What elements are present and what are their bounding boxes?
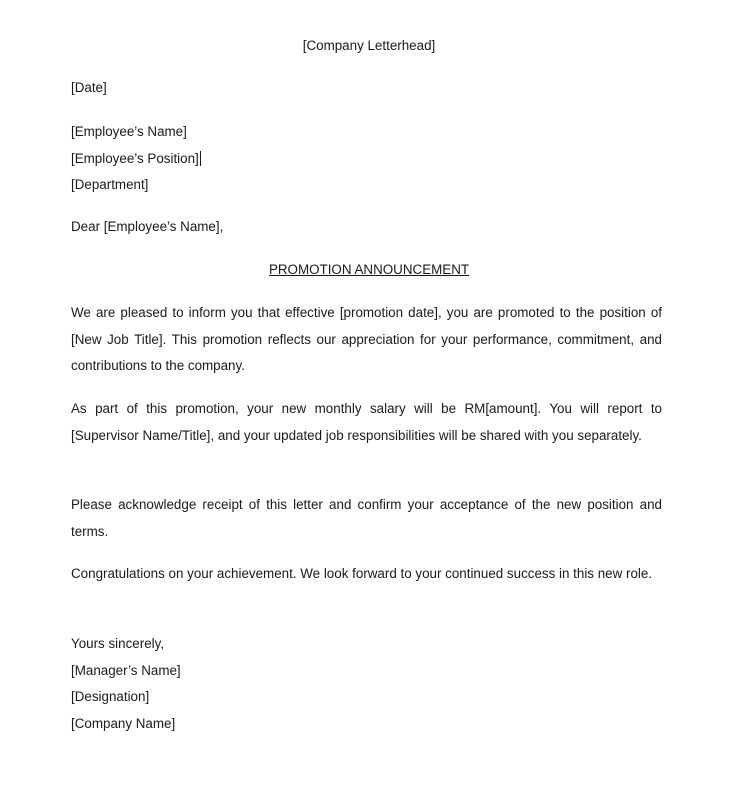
closing-block bbox=[71, 631, 662, 737]
date-line bbox=[71, 75, 662, 102]
paragraph-3: Please acknowledge receipt of this letter and confirm your acceptance of the new position and terms. bbox=[71, 497, 662, 539]
recipient-position: [Employee’s Position] bbox=[71, 150, 199, 166]
paragraph-4: Congratulations on your achievement. We look forward to your continued success in this new role. bbox=[71, 566, 653, 581]
recipient-position-line[interactable] bbox=[71, 146, 662, 173]
company-letterhead: [Company Letterhead] bbox=[302, 38, 436, 53]
letter-date: [Date] bbox=[71, 80, 107, 95]
company-name: [Company Name] bbox=[71, 715, 176, 731]
recipient-department: [Department] bbox=[71, 177, 149, 192]
text-cursor bbox=[200, 151, 201, 166]
salutation-block bbox=[71, 214, 662, 241]
manager-name: [Manager’s Name] bbox=[71, 662, 181, 678]
valediction: Yours sincerely, bbox=[71, 636, 165, 651]
recipient-name: [Employee’s Name] bbox=[71, 124, 187, 139]
recipient-block bbox=[71, 119, 662, 199]
paragraph-1: We are pleased to inform you that effective [promotion date], you are promoted to the position of [New Job Title]. This promotion reflects our appreciation for your performance, commitment, and contributions to the company. bbox=[71, 305, 662, 373]
paragraph-2: As part of this promotion, your new monthly salary will be RM[amount]. You will report to [Supervisor Name/Title], and your updated job responsibilities will be shared with you separately. bbox=[71, 401, 662, 443]
salutation: Dear [Employee’s Name], bbox=[71, 219, 224, 234]
designation: [Designation] bbox=[71, 689, 150, 704]
letter-heading: PROMOTION ANNOUNCEMENT bbox=[268, 262, 470, 277]
